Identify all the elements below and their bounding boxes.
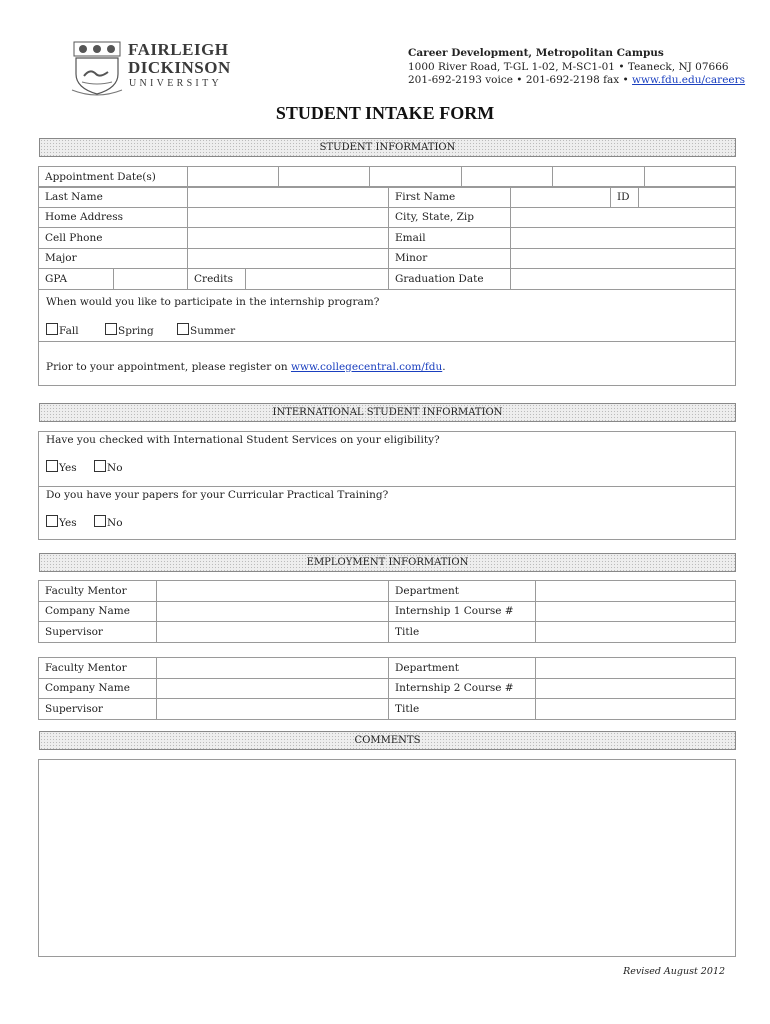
comments-field[interactable] — [38, 759, 736, 957]
id-label: ID — [611, 187, 639, 208]
graduation-date-field[interactable] — [511, 269, 736, 290]
internship-1-course-field[interactable] — [536, 601, 736, 622]
fall-option[interactable] — [46, 323, 79, 337]
internship-1-course-label: Internship 1 Course # — [389, 601, 536, 622]
id-field[interactable] — [639, 187, 736, 208]
appointment-date-field-6[interactable] — [645, 167, 736, 188]
office-contact — [408, 74, 745, 86]
spring-checkbox[interactable] — [105, 323, 117, 335]
student-information-table — [38, 166, 736, 188]
faculty-mentor-field[interactable] — [157, 658, 389, 679]
faculty-mentor-label: Faculty Mentor — [39, 658, 157, 679]
city-state-zip-field[interactable] — [511, 207, 736, 228]
title-field[interactable] — [536, 622, 736, 643]
last-name-field[interactable] — [188, 187, 389, 208]
no-label: No — [107, 462, 123, 474]
section-header-international-student-information: INTERNATIONAL STUDENT INFORMATION — [39, 403, 736, 422]
summer-checkbox[interactable] — [177, 323, 189, 335]
company-name-field[interactable] — [157, 678, 389, 699]
home-address-label: Home Address — [39, 207, 188, 228]
logo-line-2: DICKINSON — [128, 58, 231, 77]
department-label: Department — [389, 658, 536, 679]
voice-number: 201-692-2193 voice — [408, 74, 513, 86]
appointment-date-field-5[interactable] — [553, 167, 645, 188]
eligibility-yes-option[interactable] — [46, 460, 77, 474]
major-field[interactable] — [188, 248, 389, 269]
section-header-employment-information: EMPLOYMENT INFORMATION — [39, 553, 736, 572]
address-street: 1000 River Road, T-GL 1-02, M-SC1-01 — [408, 61, 615, 73]
faculty-mentor-field[interactable] — [157, 581, 389, 602]
internship-timing-box — [38, 288, 736, 386]
careers-website-link[interactable]: www.fdu.edu/careers — [632, 74, 746, 86]
bullet-separator: • — [618, 61, 625, 73]
company-name-label: Company Name — [39, 601, 157, 622]
section-header-comments: COMMENTS — [39, 731, 736, 750]
department-label: Department — [389, 581, 536, 602]
title-label: Title — [389, 699, 536, 720]
appointment-date-field-4[interactable] — [462, 167, 553, 188]
internship-2-course-label: Internship 2 Course # — [389, 678, 536, 699]
no-label: No — [107, 517, 123, 529]
supervisor-label: Supervisor — [39, 622, 157, 643]
internship-2-course-field[interactable] — [536, 678, 736, 699]
bullet-separator: • — [516, 74, 523, 86]
cpt-no-option[interactable] — [94, 515, 123, 529]
minor-field[interactable] — [511, 248, 736, 269]
title-label: Title — [389, 622, 536, 643]
eligibility-no-option[interactable] — [94, 460, 123, 474]
supervisor-field[interactable] — [157, 699, 389, 720]
international-divider — [39, 486, 735, 487]
university-logo — [70, 40, 235, 96]
office-name: Career Development, Metropolitan Campus — [408, 47, 664, 59]
appointment-dates-label: Appointment Date(s) — [39, 167, 188, 188]
appointment-date-field-1[interactable] — [188, 167, 279, 188]
graduation-date-label: Graduation Date — [389, 269, 511, 290]
eligibility-no-checkbox[interactable] — [94, 460, 106, 472]
logo-line-1: FAIRLEIGH — [128, 40, 229, 59]
bullet-separator: • — [622, 74, 629, 86]
revision-date: Revised August 2012 — [623, 966, 725, 977]
internship-question: When would you like to participate in the internship program? — [46, 296, 380, 308]
cpt-yes-option[interactable] — [46, 515, 77, 529]
shield-crest-icon — [70, 40, 124, 96]
yes-label: Yes — [59, 517, 77, 529]
logo-line-3: UNIVERSITY — [129, 78, 222, 89]
gpa-field[interactable] — [114, 269, 188, 290]
cpt-yes-checkbox[interactable] — [46, 515, 58, 527]
supervisor-field[interactable] — [157, 622, 389, 643]
cell-phone-field[interactable] — [188, 228, 389, 249]
credits-field[interactable] — [246, 269, 389, 290]
spring-label: Spring — [118, 325, 154, 337]
cpt-no-checkbox[interactable] — [94, 515, 106, 527]
email-label: Email — [389, 228, 511, 249]
register-period: . — [442, 361, 446, 373]
college-central-link[interactable]: www.collegecentral.com/fdu — [290, 361, 443, 373]
appointment-date-field-2[interactable] — [279, 167, 370, 188]
last-name-label: Last Name — [39, 187, 188, 208]
register-note — [46, 361, 446, 373]
spring-option[interactable] — [105, 323, 154, 337]
cell-phone-label: Cell Phone — [39, 228, 188, 249]
department-field[interactable] — [536, 658, 736, 679]
employment-table-2 — [38, 657, 736, 720]
fall-checkbox[interactable] — [46, 323, 58, 335]
minor-label: Minor — [389, 248, 511, 269]
fax-number: 201-692-2198 fax — [525, 74, 620, 86]
employment-table-1 — [38, 580, 736, 643]
internship-divider — [39, 341, 735, 342]
student-details-table — [38, 186, 736, 290]
fall-label: Fall — [59, 325, 79, 337]
form-title: STUDENT INTAKE FORM — [275, 103, 495, 123]
first-name-label: First Name — [389, 187, 511, 208]
appointment-date-field-3[interactable] — [370, 167, 462, 188]
title-field[interactable] — [536, 699, 736, 720]
company-name-label: Company Name — [39, 678, 157, 699]
credits-label: Credits — [188, 269, 246, 290]
section-header-student-information: STUDENT INFORMATION — [39, 138, 736, 157]
eligibility-yes-checkbox[interactable] — [46, 460, 58, 472]
register-text: Prior to your appointment, please register on — [46, 361, 291, 373]
supervisor-label: Supervisor — [39, 699, 157, 720]
gpa-label: GPA — [39, 269, 114, 290]
email-field[interactable] — [511, 228, 736, 249]
office-address — [408, 61, 729, 73]
international-box — [38, 431, 736, 540]
eligibility-question: Have you checked with International Student Services on your eligibility? — [46, 434, 440, 446]
summer-label: Summer — [190, 325, 236, 337]
department-field[interactable] — [536, 581, 736, 602]
city-state-zip-label: City, State, Zip — [389, 207, 511, 228]
home-address-field[interactable] — [188, 207, 389, 228]
cpt-question: Do you have your papers for your Curricular Practical Training? — [46, 489, 389, 501]
company-name-field[interactable] — [157, 601, 389, 622]
faculty-mentor-label: Faculty Mentor — [39, 581, 157, 602]
summer-option[interactable] — [177, 323, 235, 337]
address-city: Teaneck, NJ 07666 — [627, 61, 729, 73]
first-name-field[interactable] — [511, 187, 611, 208]
yes-label: Yes — [59, 462, 77, 474]
major-label: Major — [39, 248, 188, 269]
